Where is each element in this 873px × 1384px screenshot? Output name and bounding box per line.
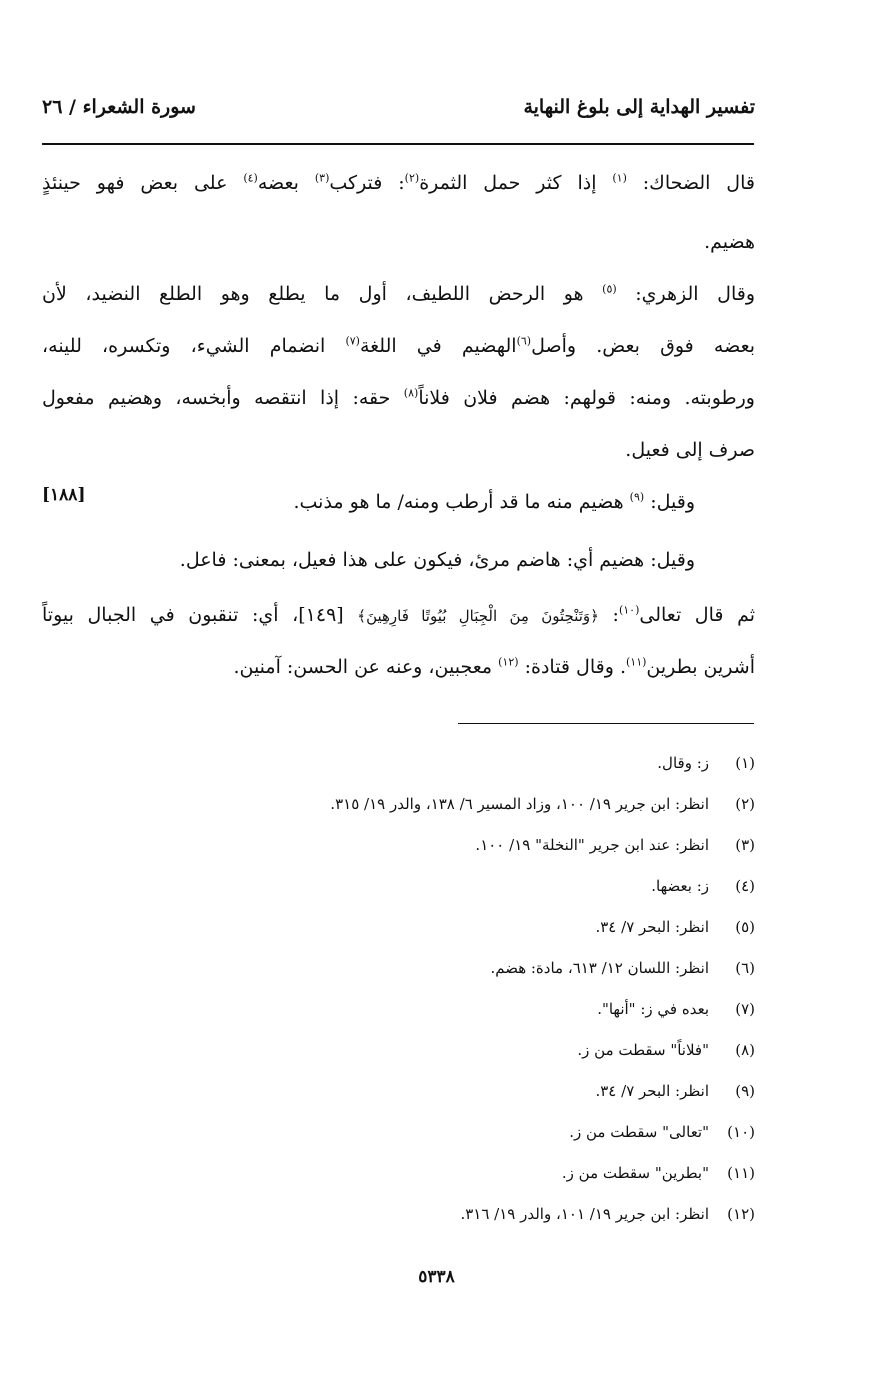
footnote: (١٢)انظر: ابن جرير ١٩/ ١٠١، والدر ١٩/ ٣١٦. <box>460 1205 755 1223</box>
running-head-surah: سورة الشعراء / ٢٦ <box>42 96 196 118</box>
running-head-book-title: تفسير الهداية إلى بلوغ النهاية <box>523 96 755 118</box>
body-line: ثم قال تعالى$^{(١٠)}$: ﴿وَتَنْحِتُونَ مِنَ الْجِبَالِ بُيُوتًا فَارِهِينَ﴾ [١٤٩]، أي: تنقبون في الجبال بيوتاً <box>42 603 756 626</box>
body-line: وقيل: $^{(٩)}$ هضيم منه ما قد أرطب ومنه/ ما هو مذنب. <box>293 490 695 513</box>
footnote: (٥)انظر: البحر ٧/ ٣٤. <box>595 918 755 936</box>
footnote: (٣)انظر: عند ابن جرير "النخلة" ١٩/ ١٠٠. <box>475 836 755 854</box>
quran-verse: ﴿وَتَنْحِتُونَ مِنَ الْجِبَالِ بُيُوتًا فَارِهِينَ﴾ <box>357 607 599 625</box>
margin-page-reference: [١٨٨] <box>42 485 86 505</box>
footnote-rule <box>458 723 754 724</box>
body-line: أشرين بطرين$^{(١١)}$. وقال قتادة: $^{(١٢)}$ معجبين، وعنه عن الحسن: آمنين. <box>233 655 755 678</box>
footnote: (١١)"بطرين" سقطت من ز. <box>561 1164 755 1182</box>
footnote: (٢)انظر: ابن جرير ١٩/ ١٠٠، وزاد المسير ٦/ ١٣٨، والدر ١٩/ ٣١٥. <box>330 795 755 813</box>
page-number: ٥٣٣٨ <box>418 1267 455 1287</box>
footnote: (٦)انظر: اللسان ١٢/ ٦١٣، مادة: هضم. <box>490 959 755 977</box>
footnote: (٤)ز: بعضها. <box>651 877 755 895</box>
header-rule <box>42 143 754 145</box>
footnote: (٩)انظر: البحر ٧/ ٣٤. <box>595 1082 755 1100</box>
body-line: قال الضحاك: $^{(١)}$ إذا كثر حمل الثمرة$^{(٢)}$: فتركب$^{(٣)}$ بعضه$^{(٤)}$ على بعض فهو حينئذٍ <box>42 171 755 194</box>
footnote: (١)ز: وقال. <box>657 754 755 772</box>
body-line: هضيم. <box>704 231 755 253</box>
body-line: وقيل: هضيم أي: هاضم مرئ، فيكون على هذا فعيل، بمعنى: فاعل. <box>179 549 695 571</box>
footnote: (١٠)"تعالى" سقطت من ز. <box>569 1123 755 1141</box>
body-line: ورطوبته. ومنه: قولهم: هضم فلان فلاناً$^{(٨)}$ حقه: إذا انتقصه وأبخسه، وهضيم مفعول <box>42 386 755 409</box>
body-line: صرف إلى فعيل. <box>625 439 755 461</box>
body-line: وقال الزهري: $^{(٥)}$ هو الرحض اللطيف، أول ما يطلع وهو الطلع النضيد، لأن <box>42 282 755 305</box>
footnote: (٨)"فلاناً" سقطت من ز. <box>577 1041 755 1059</box>
footnote: (٧)بعده في ز: "أنها". <box>597 1000 755 1018</box>
body-line: بعضه فوق بعض. وأصل$^{(٦)}$الهضيم في اللغة$^{(٧)}$ انضمام الشيء، وتكسره، للينه، <box>42 334 756 357</box>
